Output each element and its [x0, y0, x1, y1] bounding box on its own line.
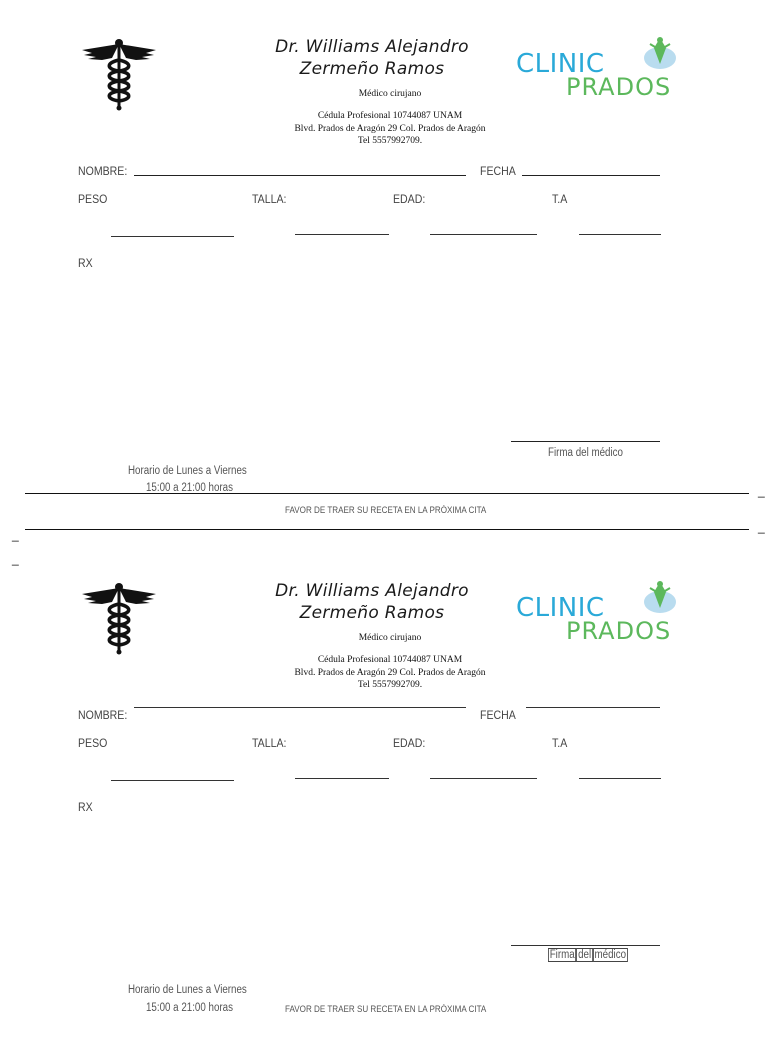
field-fecha-label: FECHA	[480, 708, 516, 722]
signature-line[interactable]	[511, 441, 660, 442]
clinic-logo	[516, 578, 696, 644]
signature-label	[548, 949, 628, 961]
field-peso-line[interactable]	[111, 236, 234, 237]
field-ta-label: T.A	[552, 192, 568, 206]
rx-label: RX	[78, 256, 93, 270]
field-edad-line[interactable]	[430, 234, 537, 235]
specialty: Médico cirujano	[358, 633, 422, 643]
field-fecha-line[interactable]	[522, 175, 660, 176]
clinic-logo-word2: PRADOS	[566, 617, 672, 645]
specialty: Médico cirujano	[358, 89, 422, 99]
field-nombre-line[interactable]	[134, 707, 466, 708]
caduceus-icon	[78, 582, 160, 656]
schedule-days: Horario de Lunes a Viernes	[128, 465, 247, 477]
field-peso-line[interactable]	[111, 780, 234, 781]
clinic-emblem-icon	[640, 578, 680, 614]
field-ta-line[interactable]	[579, 234, 661, 235]
schedule-days: Horario de Lunes a Viernes	[128, 984, 247, 996]
field-ta-label: T.A	[552, 736, 568, 750]
reminder-text-bottom: FAVOR DE TRAER SU RECETA EN LA PRÓXIMA CITA	[285, 1004, 487, 1015]
phone: Tel 5557992709.	[357, 680, 423, 690]
license-number: Cédula Profesional 10744087 UNAM	[317, 655, 463, 665]
cut-mark: _	[12, 528, 19, 542]
clinic-logo-word2: PRADOS	[566, 73, 672, 101]
prescription-copy-bottom	[0, 544, 768, 1044]
clinic-logo-word1: CLINIC	[516, 49, 605, 79]
field-nombre-label: NOMBRE:	[78, 164, 128, 178]
signature-word: médico	[594, 949, 627, 961]
field-fecha-label: FECHA	[480, 164, 516, 178]
schedule-hours: 15:00 a 21:00 horas	[146, 482, 233, 494]
signature-label: Firma del médico	[548, 447, 623, 459]
field-nombre-label: NOMBRE:	[78, 708, 128, 722]
signature-line[interactable]	[511, 945, 660, 946]
cut-line-lower	[25, 529, 749, 530]
field-fecha-line[interactable]	[526, 707, 660, 708]
cut-line-upper	[25, 493, 749, 494]
field-talla-label: TALLA:	[252, 192, 287, 206]
doctor-name-line2: Zermeño Ramos	[299, 59, 445, 79]
field-peso-label: PESO	[78, 736, 108, 750]
field-talla-line[interactable]	[295, 234, 389, 235]
cut-mark: _	[12, 552, 19, 566]
address: Blvd. Prados de Aragón 29 Col. Prados de Aragón	[294, 668, 486, 678]
cut-mark: _	[758, 484, 765, 498]
clinic-emblem-icon	[640, 34, 680, 70]
cut-mark: _	[758, 520, 765, 534]
caduceus-icon	[78, 38, 160, 112]
doctor-name-line2: Zermeño Ramos	[299, 603, 445, 623]
prescription-copy-top	[0, 0, 768, 500]
clinic-logo	[516, 34, 696, 100]
clinic-logo-word1: CLINIC	[516, 593, 605, 623]
doctor-name-line1: Dr. Williams Alejandro	[275, 581, 469, 601]
schedule-hours: 15:00 a 21:00 horas	[146, 1002, 233, 1014]
signature-word: del	[578, 949, 592, 961]
field-talla-label: TALLA:	[252, 736, 287, 750]
field-edad-label: EDAD:	[393, 736, 426, 750]
phone: Tel 5557992709.	[357, 136, 423, 146]
field-nombre-line[interactable]	[134, 175, 466, 176]
field-edad-line[interactable]	[430, 778, 537, 779]
address: Blvd. Prados de Aragón 29 Col. Prados de Aragón	[294, 124, 486, 134]
rx-label: RX	[78, 800, 93, 814]
field-talla-line[interactable]	[295, 778, 389, 779]
signature-word: Firma	[549, 949, 575, 961]
field-peso-label: PESO	[78, 192, 108, 206]
field-ta-line[interactable]	[579, 778, 661, 779]
doctor-name-line1: Dr. Williams Alejandro	[275, 37, 469, 57]
reminder-text-top: FAVOR DE TRAER SU RECETA EN LA PRÓXIMA CITA	[285, 505, 487, 516]
field-edad-label: EDAD:	[393, 192, 426, 206]
license-number: Cédula Profesional 10744087 UNAM	[317, 111, 463, 121]
